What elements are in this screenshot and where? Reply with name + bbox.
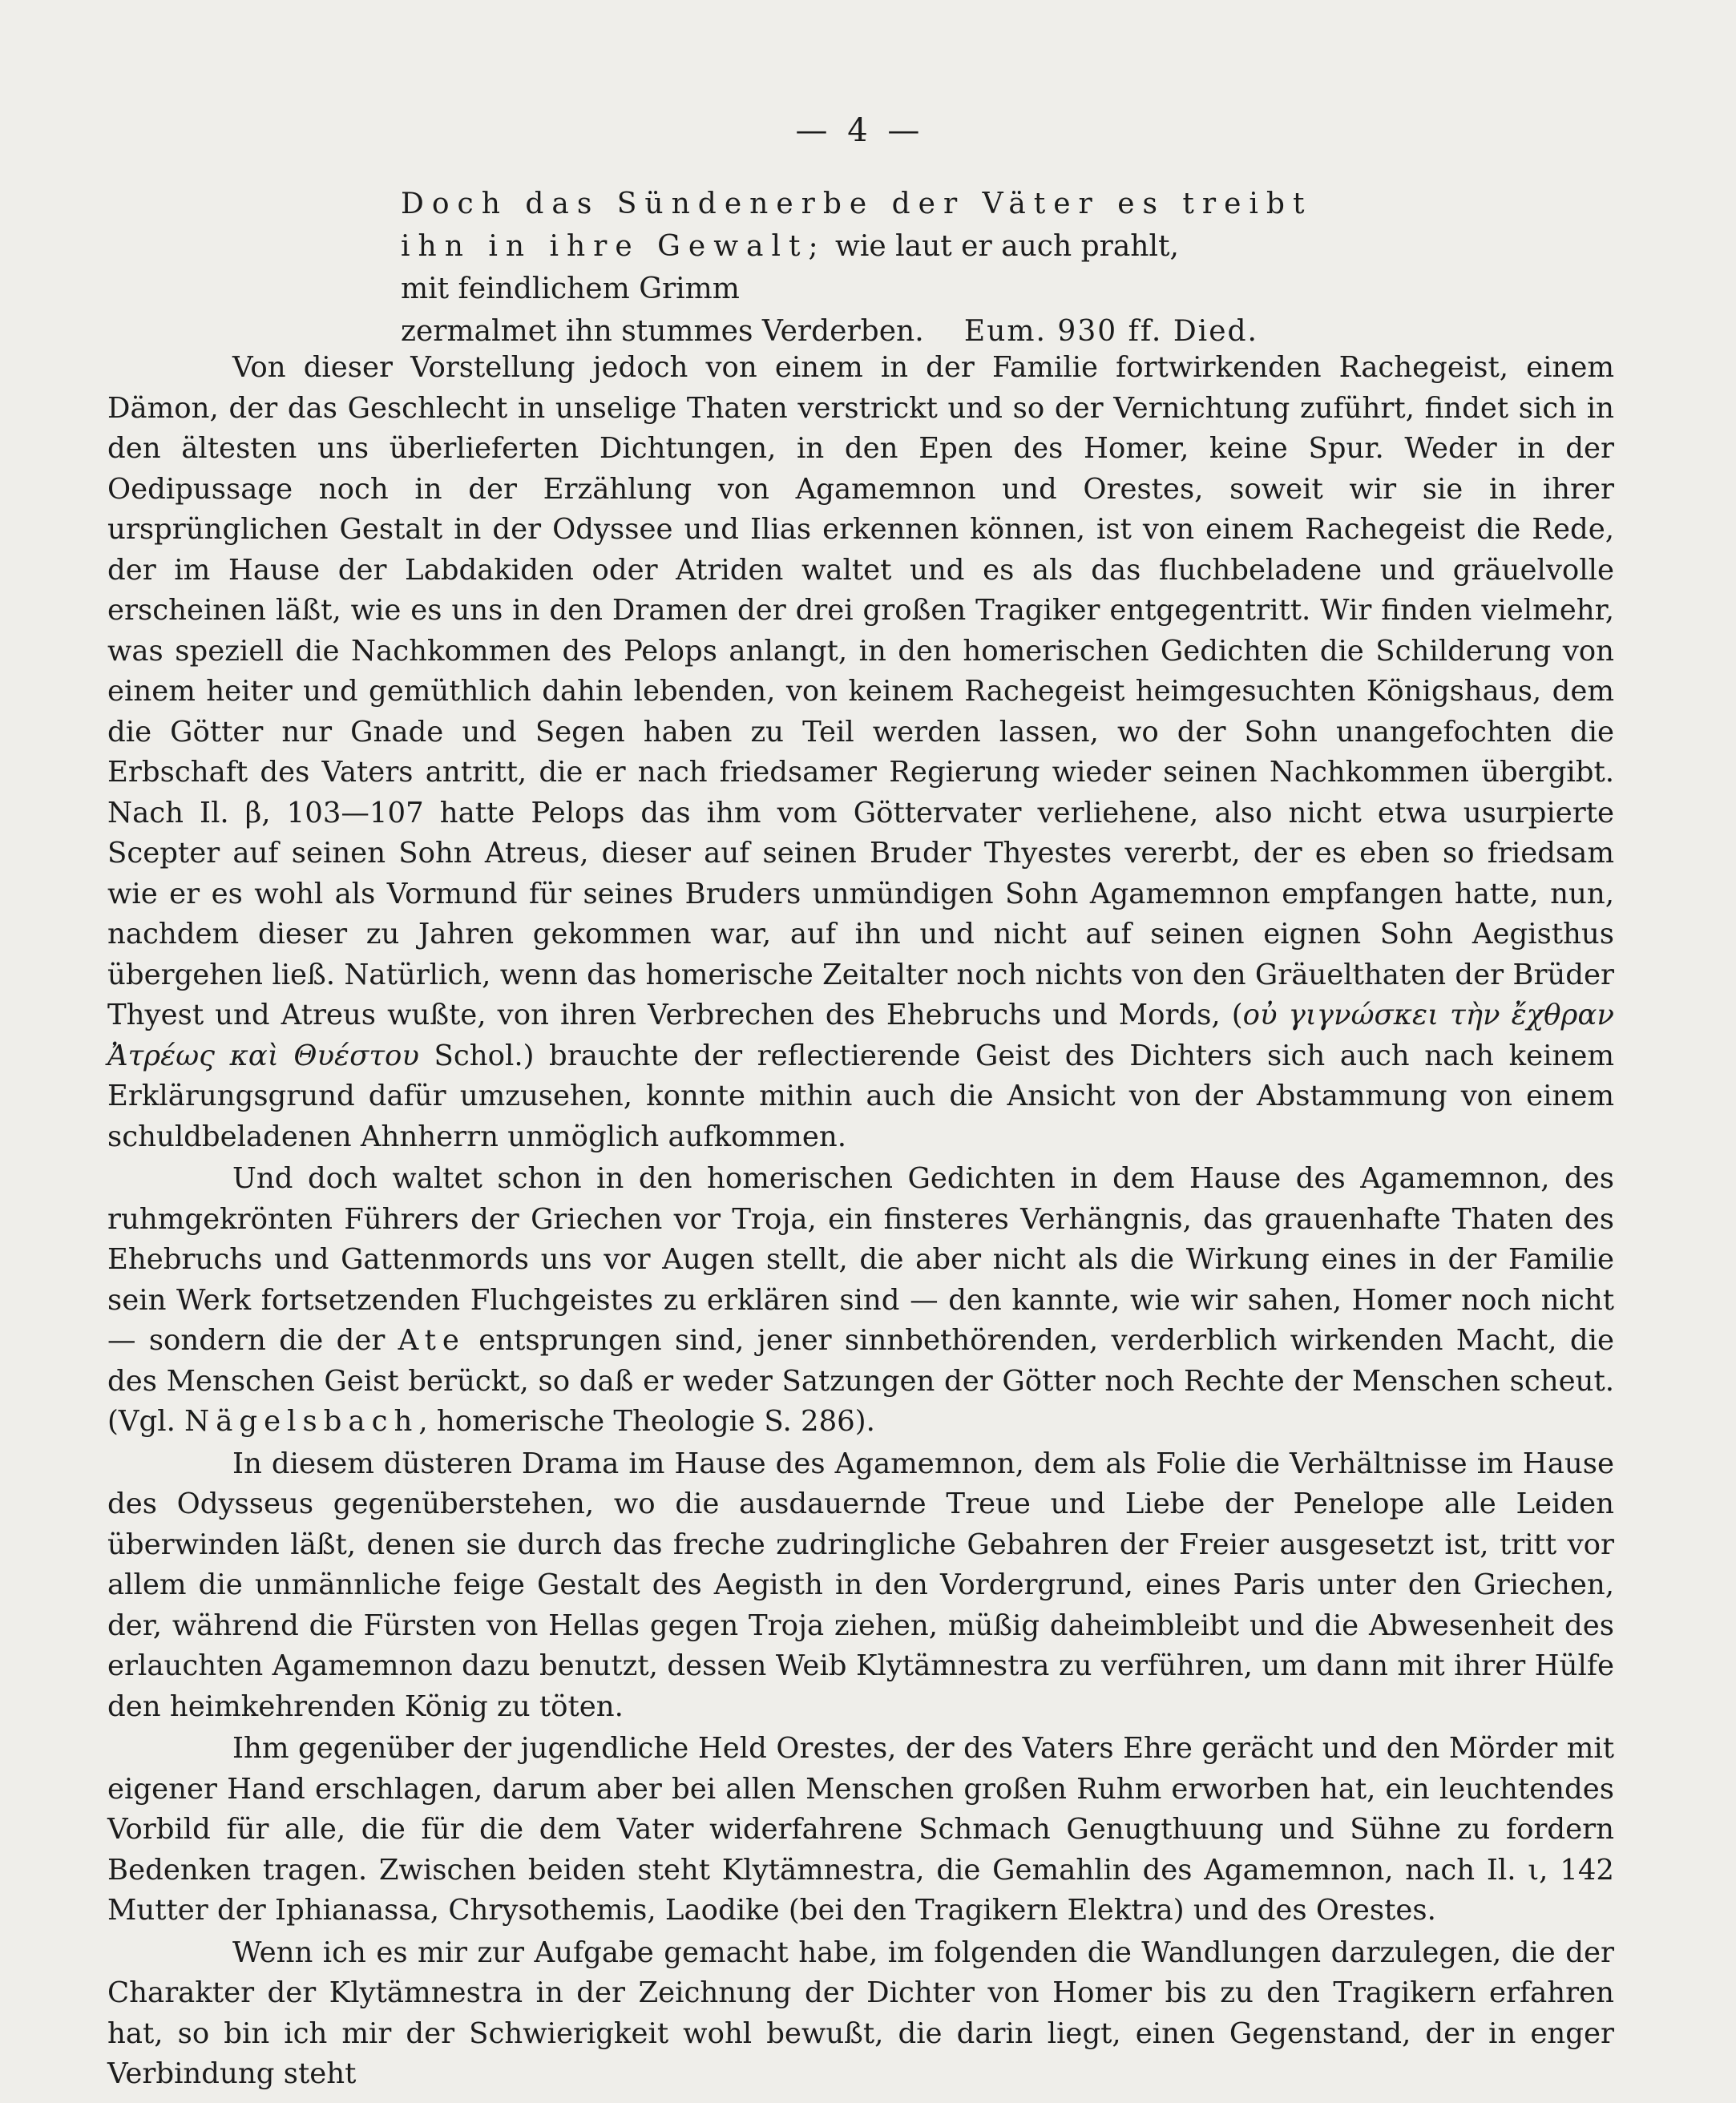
quote-line-2-emphasis: ihn in ihre Gewalt; — [401, 230, 826, 263]
paragraph-1 — [107, 348, 1614, 1157]
greek-scholion-quote: οὐ γιγνώσκει τὴν ἔχθραν Ἀτρέως καὶ Θυέστου — [107, 999, 1614, 1072]
paragraph-2-text-c: , homerische Theologie S. 286). — [418, 1405, 875, 1438]
paragraph-1-text-a: Von dieser Vorstellung jedoch von einem in der Familie fortwirkenden Rachegeist, einem Dämon, der das Geschlecht in unselige Thaten verstrickt und so der Vernichtung zuführt, findet sich in den ältesten uns überlieferten Dichtungen, in den Epen des Homer, keine Spur. Weder in der Oedipussage noch in der Erzählung von Agamemnon und Orestes, soweit wir sie in ihrer ursprünglichen Gestalt in der Odyssee und Ilias erkennen können, ist von einem Rachegeist die Rede, der im Hause der Labdakiden oder Atriden waltet und es als das fluchbeladene und gräuelvolle erscheinen läßt, wie es uns in den Dramen der drei großen Tragiker entgegentritt. Wir finden vielmehr, was speziell die Nachkommen des Pelops anlangt, in den homerischen Gedichten die Schilderung von einem heiter und gemüthlich dahin lebenden, von keinem Rachegeist heimgesuchten Königshaus, dem die Götter nur Gnade und Segen haben zu Teil werden lassen, wo der Sohn unangefochten die Erbschaft des Vaters antritt, die er nach friedsamer Regierung wieder seinen Nachkommen übergibt. Nach Il. β, 103—107 hatte Pelops das ihm vom Göttervater verliehene, also nicht etwa usurpierte Scepter auf seinen Sohn Atreus, dieser auf seinen Bruder Thyestes vererbt, der es eben so friedsam wie er es wohl als Vormund für seines Bruders unmündigen Sohn Agamemnon empfangen hatte, nun, nachdem dieser zu Jahren gekommen war, auf ihn und nicht auf seinen eignen Sohn Aegisthus übergehen ließ. Natürlich, wenn das homerische Zeitalter noch nichts von den Gräuelthaten der Brüder Thyest und Atreus wußte, von ihren Verbrechen des Ehebruchs und Mords, ( — [107, 351, 1614, 1031]
paragraph-1-text-b: Schol.) brauchte der reflectierende Geist des Dichters sich auch nach keinem Erklärungsgrund dafür umzusehen, konnte mithin auch die Ansicht von der Abstammung von einem schuldbeladenen Ahnherrn unmöglich aufkommen. — [107, 1039, 1614, 1153]
quote-line-3: mit feindlichem Grimm — [401, 272, 740, 305]
page-number: — 4 — — [795, 112, 925, 149]
paragraph-5: Wenn ich es mir zur Aufgabe gemacht habe, im folgenden die Wandlungen darzulegen, die der Charakter der Klytämnestra in der Zeichnung der Dichter von Homer bis zu den Tragikern erfahren hat, so bin ich mir der Schwierigkeit wohl bewußt, die darin liegt, einen Gegenstand, der in enger Verbindung steht — [107, 1935, 1614, 2090]
quote-line-2-rest: wie laut er auch prahlt, — [826, 230, 1179, 263]
paragraph-2-text-b: entsprungen sind, jener sinnbethörenden, verderblich wirkenden Macht, die des Menschen Geist berückt, so daß er weder Satzungen der Götter noch Rechte der Menschen scheut. (Vgl. — [107, 1324, 1615, 1438]
ate-term: Ate — [398, 1324, 466, 1357]
quote-line-2 — [401, 225, 1266, 268]
author-naegelsbach: Nägelsbach — [184, 1405, 419, 1438]
paragraph-3: In diesem düsteren Drama im Hause des Agamemnon, dem als Folie die Verhältnisse im Hause des Odysseus gegenüberstehen, wo die ausdauernde Treue und Liebe der Penelope alle Leiden überwinden läßt, denen sie durch das freche zudringliche Gebahren der Freier ausgesetzt ist, tritt vor allem die unmännliche feige Gestalt des Aegisth in den Vordergrund, eines Paris unter den Griechen, der, während die Fürsten von Hellas gegen Troja ziehen, müßig daheimbleibt und die Abwesenheit des erlauchten Agamemnon dazu benutzt, dessen Weib Klytämnestra zu verführen, um dann mit ihrer Hülfe den heimkehrenden König zu töten. — [107, 1447, 1614, 1723]
paragraph-2-text-a: Und doch waltet schon in den homerischen Gedichten in dem Hause des Agamemnon, des ruhmgekrönten Führers der Griechen vor Troja, ein finsteres Verhängnis, das grauenhafte Thaten des Ehebruchs und Gattenmords uns vor Augen stellt, die aber nicht als die Wirkung eines in der Familie sein Werk fortsetzenden Fluchgeistes zu erklären sind — den kannte, wie wir sahen, Homer noch nicht — sondern die der — [107, 1162, 1614, 1357]
quote-line-1: Doch das Sündenerbe der Väter es treibt — [401, 188, 1313, 220]
quote-line-4: zermalmet ihn stummes Verderben. — [401, 315, 924, 348]
verse-quote — [401, 183, 1313, 353]
body-text — [107, 348, 1614, 2095]
paragraph-4: Ihm gegenüber der jugendliche Held Orestes, der des Vaters Ehre gerächt und den Mörder mit eigener Hand erschlagen, darum aber bei allen Menschen großen Ruhm erworben hat, ein leuchtendes Vorbild für alle, die für die dem Vater widerfahrene Schmach Genugthuung und Sühne zu fordern Bedenken tragen. Zwischen beiden steht Klytämnestra, die Gemahlin des Agamemnon, nach Il. ι, 142 Mutter der Iphianassa, Chrysothemis, Laodike (bei den Tragikern Elektra) und des Orestes. — [107, 1732, 1614, 1927]
paragraph-2 — [107, 1159, 1614, 1443]
quote-citation: Eum. 930 ff. Died. — [963, 315, 1258, 348]
